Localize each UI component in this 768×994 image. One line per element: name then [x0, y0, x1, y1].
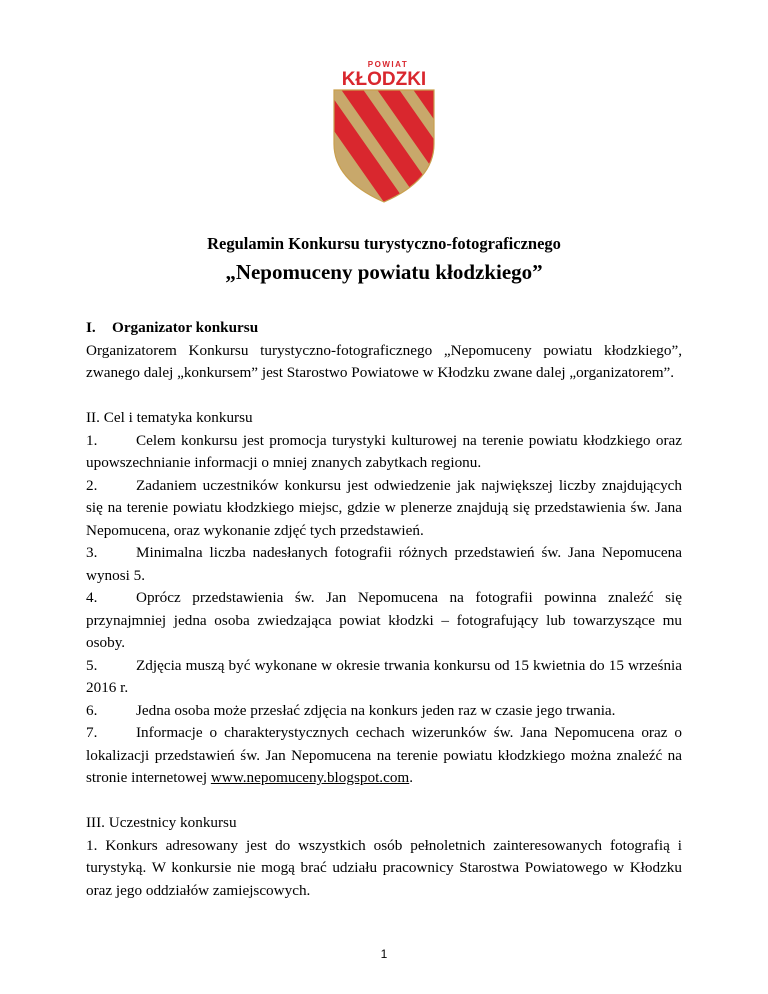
section-1-heading: I. Organizator konkursu: [86, 319, 259, 336]
logo-main-text: KŁODZKI: [341, 69, 427, 90]
document-body: [86, 317, 682, 902]
list-item: 4. Oprócz przedstawienia św. Jan Nepomucena na fotografii powinna znaleźć się przynajmniej jedna osoba zwiedzająca powiat kłodzki – fotografujący lub towarzyszące mu osoby.: [86, 589, 682, 651]
list-item: 2. Zadaniem uczestników konkursu jest odwiedzenie jak największej liczby znajdujących się na terenie powiatu kłodzkiego miejsc, gdzie w plenerze znajdują się przedstawienia św. Jana Nepomucena, oraz wykonanie zdjęć tych przedstawień.: [86, 476, 682, 539]
document-title: Regulamin Konkursu turystyczno-fotograficznego: [207, 234, 561, 253]
list-item: 6. Jedna osoba może przesłać zdjęcia na konkurs jeden raz w czasie jego trwania.: [86, 701, 616, 719]
section-3-text: 1. Konkurs adresowany jest do wszystkich osób pełnoletnich zainteresowanych fotografią i turystyką. W konkursie nie mogą brać udziału pracownicy Starostwa Powiatowego w Kłodzku oraz jego oddziałów zamiejscowych.: [86, 836, 682, 899]
logo-top-text: POWIAT: [367, 60, 409, 69]
section-2-heading: II. Cel i tematyka konkursu: [86, 409, 253, 426]
section-3-heading: III. Uczestnicy konkursu: [86, 814, 237, 831]
list-item: 1. Celem konkursu jest promocja turystyki kulturowej na terenie powiatu kłodzkiego oraz upowszechnianie informacji o mniej znanych zabytkach regionu.: [86, 431, 682, 471]
list-item: 3. Minimalna liczba nadesłanych fotografii różnych przedstawień św. Jana Nepomucena wynosi 5.: [86, 544, 682, 584]
list-item: 5. Zdjęcia muszą być wykonane w okresie trwania konkursu od 15 kwietnia do 15 września 2016 r.: [86, 656, 682, 696]
website-link[interactable]: www.nepomuceny.blogspot.com: [210, 769, 410, 786]
section-1-text: Organizatorem Konkursu turystyczno-fotograficznego „Nepomuceny powiatu kłodzkiego”, zwanego dalej „konkursem” jest Starostwo Powiatowe w Kłodzku zwane dalej „organizatorem”.: [86, 341, 682, 381]
list-item: 7. Informacje o charakterystycznych cechach wizerunków św. Jana Nepomucena oraz o lokalizacji przedstawień św. Jan Nepomucena na terenie powiatu kłodzkiego można znaleźć na stronie internetowej www.nepomuceny.blogspot.com.: [86, 724, 682, 786]
powiat-klodzki-logo: [330, 58, 438, 204]
contest-name: „Nepomuceny powiatu kłodzkiego”: [225, 260, 543, 284]
page-number: 1: [380, 947, 388, 961]
